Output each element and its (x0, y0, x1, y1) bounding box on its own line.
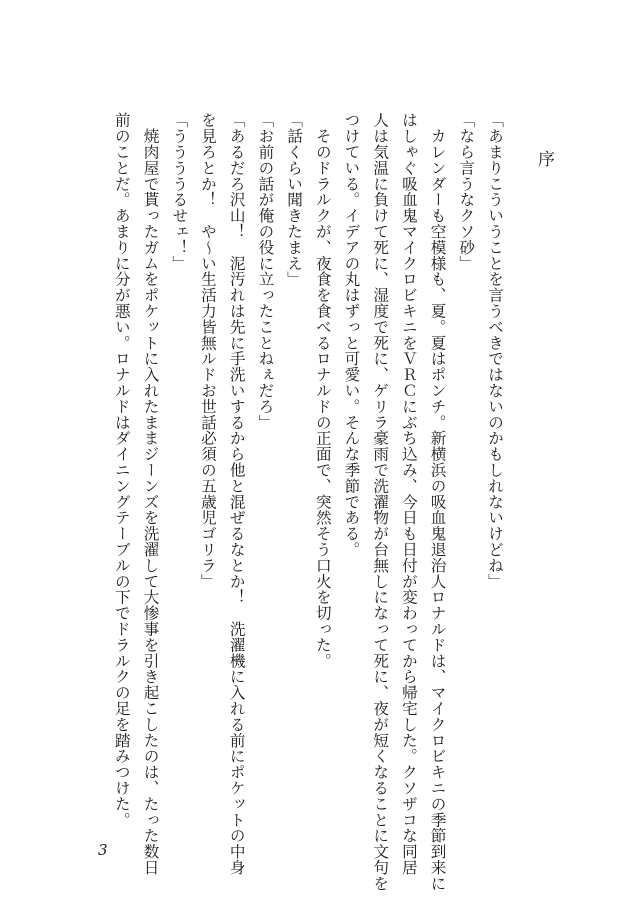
text-line: そのドラルクが、夜食を食べるロナルドの正面で、突然そう口火を切った。 (313, 112, 332, 669)
text-line: はしゃぐ吸血鬼マイクロビキニをＶＲＣにぶち込み、今日も日付が変わってから帰宅した。クソザコな同居 (399, 112, 418, 876)
text-line: 人は気温に負けて死に、湿度で死に、ゲリラ豪雨で洗濯物が台無しになって死に、夜が短くなることに文句を (371, 112, 390, 892)
text-line: 「あるだろ沢山！ 泥汚れは先に手洗いするから他と混ぜるなとか！ 洗濯機に入れる前にポケットの中身 (227, 112, 246, 876)
chapter-title: 序 (534, 150, 554, 167)
text-line: 「お前の話が俺の役に立ったことねぇだろ」 (256, 112, 275, 430)
text-line: 「なら言うなクソ砂」 (457, 112, 476, 271)
text-line: つけている。イデアの丸はずっと可愛い。そんな季節である。 (342, 112, 361, 558)
text-line: 「ううううるせェ！」 (170, 112, 189, 271)
text-line: 「話くらい聞きたまえ」 (285, 112, 304, 287)
body-text (107, 112, 509, 892)
text-line: 前のことだ。あまりに分が悪い。ロナルドはダイニングテーブルの下でドラルクの足を踏みつけた。 (112, 112, 131, 828)
text-line: を見ろとか！ や～い生活力皆無ルドお世話必須の五歳児ゴリラ」 (198, 112, 217, 589)
page-number: 3 (98, 841, 108, 859)
text-line: カレンダーも空模様も、夏。夏はポンチ。新横浜の吸血鬼退治人ロナルドは、マイクロビキニの季節到来に (428, 112, 447, 892)
text-line: 「あまりこういうことを言うべきではないのかもしれないけどね」 (486, 112, 504, 589)
text-line: 焼肉屋で貰ったガムをポケットに入れたままジーンズを洗濯して大惨事を引き起こしたのは、たった数日 (141, 112, 160, 876)
